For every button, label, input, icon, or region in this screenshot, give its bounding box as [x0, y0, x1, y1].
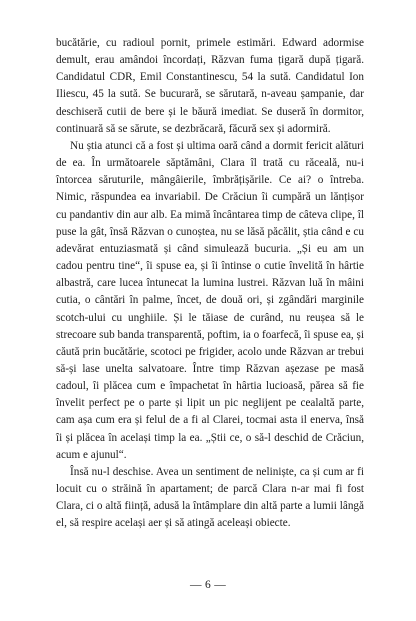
- page-number: — 6 —: [190, 579, 226, 591]
- paragraph-2: Nu știa atunci că a fost și ultima oară când a dormit fericit alături de ea. În următoarele săptămâni, Clara îl trată cu răceală, nu-i întorcea săruturile, mângâierile, îmbrățișările. Ce ai? o întreba. Nimic, răspundea ea invariabil. De Crăciun îi cumpără un lănțișor cu pandantiv din aur alb. Ea mimă încântarea timp de câteva clipe, îl puse la gât, însă Răzvan o cunoștea, nu se lăsă păcălit, știa când e cu adevărat entuziasmată și când simulează bucuria. „Și eu am un cadou pentru tine“, îi spuse ea, și îi întinse o cutie învelită în hârtie albastră, care lucea întunecat la lumina lustrei. Răzvan luă în mâini cutia, o cântări în palme, încet, de două ori, și zgândări marginile scotch-ului cu unghiile. Și le tăiase de curând, nu reușea să le strecoare sub banda transparentă, poftim, ia o foarfecă, îi spuse ea, și căută prin bucătărie, scotoci pe frigider, acolo unde Răzvan ar trebui să-și lase unelta salvatoare. Între timp Răzvan așezase pe masă cadoul, îi plăcea cum e împachetat în hârtia lucioasă, părea să fie învelit perfect pe o parte și lipit un pic neglijent pe cealaltă parte, cam așa cum era și felul de a fi al Clarei, tocmai asta il enerva, însă îi și plăcea în același timp la ea. „Știi ce, o să-l deschid de Crăciun, acum e ajunul“.: [56, 139, 364, 461]
- paragraph-3: Însă nu-l deschise. Avea un sentiment de neliniște, ca și cum ar fi locuit cu o străină în apartament; de parcă Clara n-ar mai fi fost Clara, ci o altă ființă, adusă la întâmplare din altă parte a lumii lângă el, să respire același aer și să atingă aceleași obiecte.: [56, 465, 364, 530]
- paragraph-1: bucătărie, cu radioul pornit, primele estimări. Edward adormise demult, erau amândoi încordați, Răzvan fuma țigară după țigară. Candidatul CDR, Emil Constantinescu, 54 la sută. Candidatul Ion Iliescu, 45 la sută. Se bucurară, se sărutară, n-aveau șampanie, dar deschiseră cutii de bere și le băură imediat. Se duseră în dormitor, continuară să se sărute, se dezbrăcară, făcură sex și adormiră.: [56, 37, 364, 135]
- body-text: [56, 35, 364, 533]
